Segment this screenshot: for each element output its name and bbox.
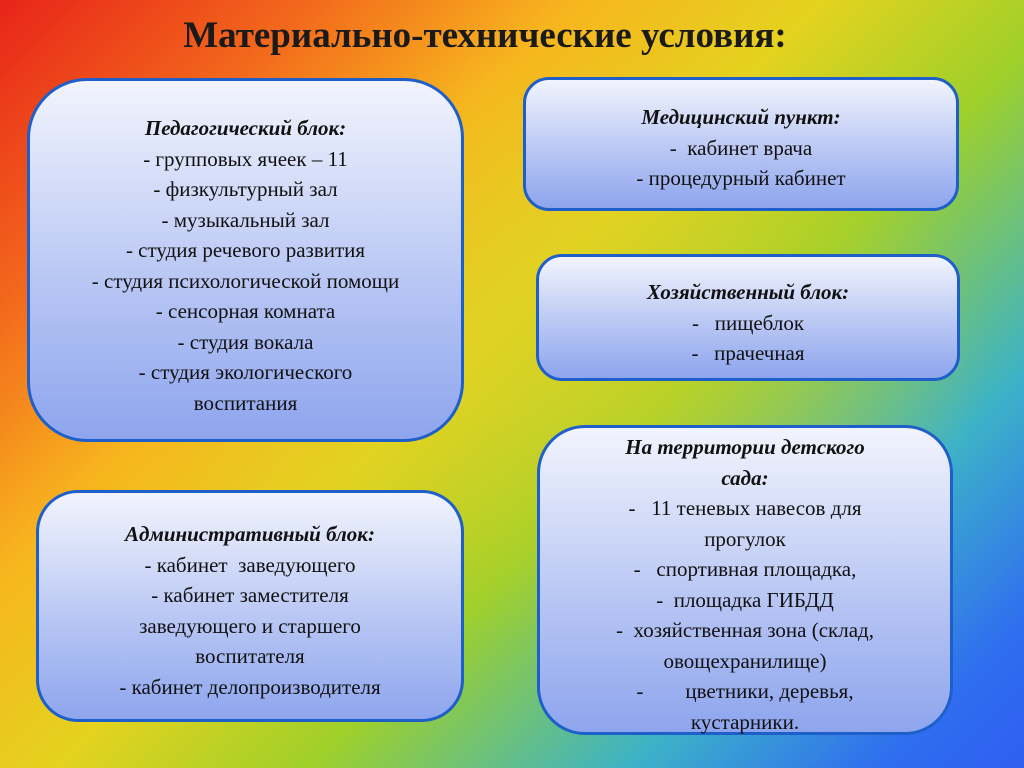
medical-block: [523, 77, 959, 211]
block-heading: На территории детского: [625, 435, 865, 459]
list-item: заведующего и старшего: [139, 613, 361, 638]
block-heading: Педагогический блок:: [144, 116, 347, 140]
page-title: Материально-технические условия:: [183, 15, 787, 56]
list-item: - кабинет заместителя: [151, 583, 349, 607]
list-item: - процедурный кабинет: [636, 166, 846, 190]
list-item: воспитания: [193, 390, 298, 415]
list-item: - кабинет заведующего: [144, 552, 356, 577]
list-item: - физкультурный зал: [153, 177, 338, 201]
territory-block: [537, 425, 953, 735]
list-item: воспитателя: [195, 644, 305, 668]
block-heading: Административный блок:: [125, 522, 375, 546]
list-item: - студия вокала: [177, 329, 314, 354]
list-item: - студия экологического: [138, 360, 353, 384]
list-item: - 11 теневых навесов для: [628, 496, 862, 520]
list-item: - хозяйственная зона (склад,: [616, 618, 874, 642]
list-item: прогулок: [704, 526, 786, 551]
list-item: - площадка ГИБДД: [656, 587, 834, 612]
list-item: - студия психологической помощи: [91, 268, 400, 293]
list-item: - музыкальный зал: [161, 207, 330, 232]
list-item: - цветники, деревья,: [636, 679, 854, 703]
list-item: овощехранилище): [663, 648, 827, 673]
list-item: - пищеблок: [691, 310, 805, 335]
list-item: - сенсорная комната: [155, 299, 336, 323]
block-heading: Хозяйственный блок:: [646, 280, 850, 304]
administrative-block: [36, 490, 464, 722]
block-heading: Медицинский пункт:: [641, 105, 841, 129]
list-item: - кабинет врача: [669, 135, 813, 160]
block-heading: сада:: [721, 465, 769, 490]
list-item: - студия речевого развития: [125, 238, 366, 262]
list-item: - спортивная площадка,: [633, 557, 857, 581]
pedagogical-block: [27, 78, 464, 442]
list-item: - групповых ячеек – 11: [143, 146, 348, 171]
list-item: - прачечная: [691, 341, 805, 365]
household-block: [536, 254, 960, 381]
list-item: кустарники.: [690, 709, 800, 734]
list-item: - кабинет делопроизводителя: [119, 674, 381, 699]
